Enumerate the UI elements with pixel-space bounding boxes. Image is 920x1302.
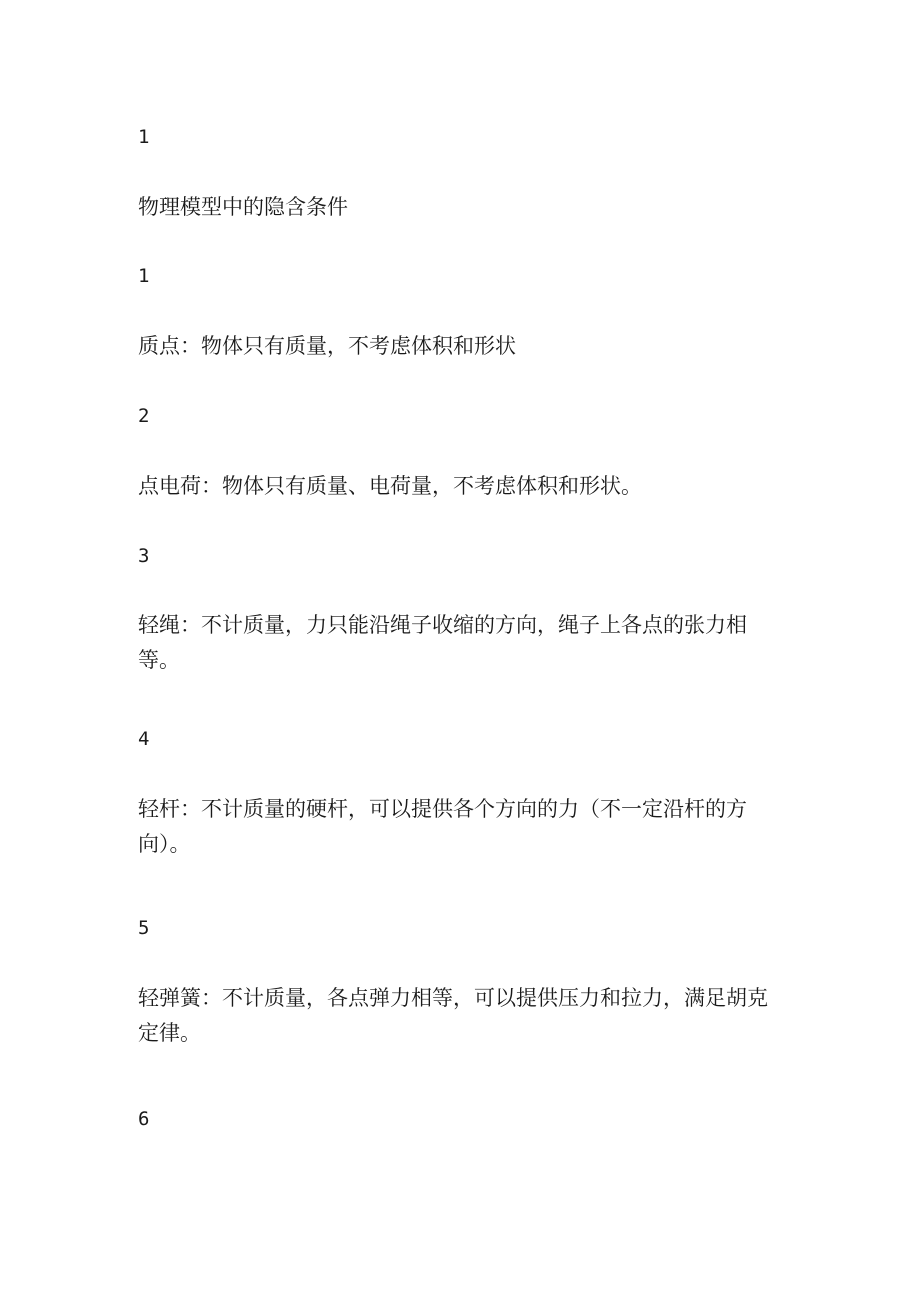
item-number-1: 1 xyxy=(138,265,150,287)
item-number-3: 3 xyxy=(138,545,150,567)
item-number-5: 5 xyxy=(138,917,150,939)
item-number-2: 2 xyxy=(138,405,150,427)
item-number-6: 6 xyxy=(138,1108,150,1130)
heading-number: 1 xyxy=(138,126,150,148)
item-text-3: 轻绳：不计质量，力只能沿绳子收缩的方向，绳子上各点的张力相等。 xyxy=(138,613,747,672)
item-text-2: 点电荷：物体只有质量、电荷量，不考虑体积和形状。 xyxy=(138,474,642,498)
item-text-5: 轻弹簧：不计质量，各点弹力相等，可以提供压力和拉力，满足胡克定律。 xyxy=(138,986,768,1045)
item-number-4: 4 xyxy=(138,728,150,750)
item-text-1: 质点：物体只有质量，不考虑体积和形状 xyxy=(138,334,516,358)
item-text-4: 轻杆：不计质量的硬杆，可以提供各个方向的力（不一定沿杆的方向）。 xyxy=(138,797,747,856)
page-title: 物理模型中的隐含条件 xyxy=(138,195,348,219)
